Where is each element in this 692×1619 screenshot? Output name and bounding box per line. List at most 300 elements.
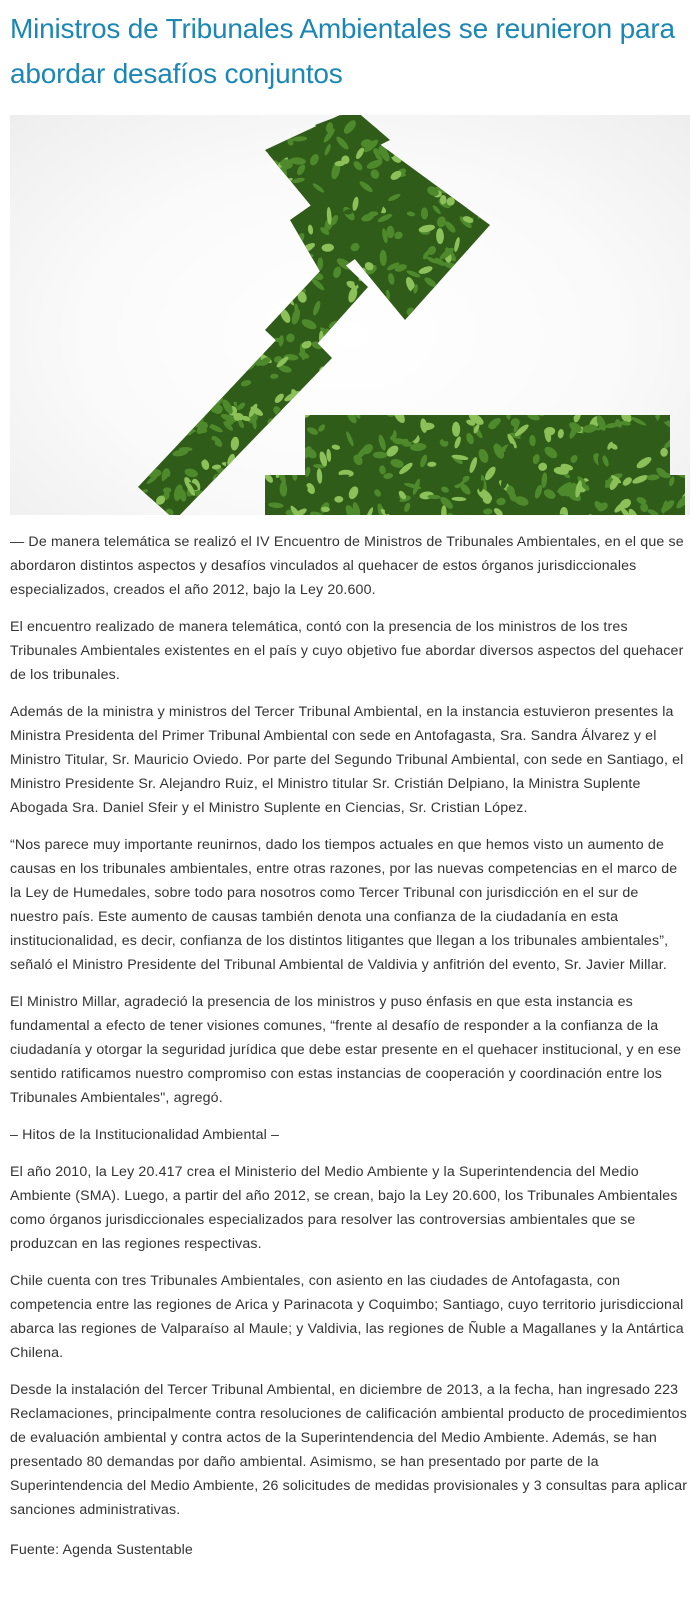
leaf: [142, 311, 154, 325]
leaf: [561, 354, 571, 365]
leaf: [652, 318, 665, 327]
leaf: [252, 288, 268, 304]
leaf: [477, 189, 487, 198]
leaf: [133, 262, 145, 269]
leaf: [122, 320, 140, 330]
leaf: [559, 394, 571, 404]
leaf: [131, 375, 139, 387]
leaf: [547, 201, 557, 213]
leaf: [210, 288, 220, 299]
leaf: [254, 159, 272, 177]
leaf: [170, 196, 185, 212]
leaf: [653, 151, 660, 161]
leaf: [249, 455, 261, 467]
leaf: [255, 193, 268, 206]
leaf: [544, 165, 560, 174]
leaf: [248, 210, 259, 222]
leaf: [633, 327, 645, 339]
leaf: [432, 161, 443, 175]
leaf: [311, 399, 320, 409]
leaf: [424, 397, 441, 410]
leaf: [234, 360, 244, 371]
leaf: [169, 346, 182, 359]
leaf: [526, 115, 538, 121]
leaf: [548, 132, 558, 143]
leaf: [190, 286, 205, 303]
leaf: [157, 250, 169, 263]
gavel-made-of-leaves-icon: [10, 115, 690, 515]
leaf: [463, 268, 473, 276]
leaf: [200, 248, 219, 259]
leaf: [497, 213, 506, 224]
leaf: [134, 190, 151, 197]
paragraph-tribunals: Chile cuenta con tres Tribunales Ambientales, con asiento en las ciudades de Antofagasta, con competencia entre las regiones de Arica y Parinacota y Coquimbo; Santiago, cuyo territorio jurisdiccional abarca las regiones de Valparaíso al Maule; y Valdivia, las regiones de Ñuble a Magallanes y la Antártica Chilena.: [10, 1273, 684, 1361]
leaf: [238, 478, 248, 486]
leaf: [232, 303, 243, 311]
leaf: [459, 271, 469, 288]
leaf: [258, 276, 274, 293]
leaf: [670, 200, 681, 211]
leaf: [195, 304, 207, 315]
leaf: [462, 129, 479, 143]
leaf: [174, 116, 185, 128]
leaf: [592, 278, 608, 293]
leaf: [278, 115, 289, 119]
leaf: [179, 366, 195, 382]
leaf: [628, 271, 636, 285]
leaf: [588, 150, 595, 165]
leaf: [266, 431, 281, 443]
leaf: [600, 359, 612, 366]
leaf: [558, 189, 575, 207]
leaf: [555, 139, 572, 154]
leaf: [151, 276, 162, 291]
leaf: [243, 234, 259, 239]
leaf: [547, 289, 565, 303]
leaf: [582, 351, 595, 357]
leaf: [130, 369, 144, 387]
leaf: [127, 249, 135, 260]
leaf: [628, 242, 638, 251]
leaf: [441, 300, 452, 310]
leaf: [597, 123, 614, 136]
leaf: [211, 115, 227, 120]
leaf: [502, 229, 517, 247]
leaf: [611, 185, 625, 196]
leaf: [396, 130, 408, 142]
leaf: [228, 164, 238, 179]
leaf: [188, 231, 204, 240]
leaf: [219, 295, 225, 311]
leaf: [119, 501, 125, 513]
leaf: [483, 351, 491, 366]
leaf: [157, 427, 169, 443]
leaf: [626, 151, 632, 164]
leaf: [568, 404, 577, 417]
leaf: [552, 369, 565, 382]
leaf: [205, 268, 222, 275]
leaf: [518, 133, 537, 151]
leaf: [429, 314, 444, 321]
leaf: [191, 296, 204, 308]
leaf: [502, 143, 519, 160]
leaf: [230, 185, 238, 197]
leaf: [202, 383, 212, 396]
leaf: [234, 238, 247, 250]
leaf: [566, 399, 576, 411]
leaf: [586, 190, 598, 199]
leaf: [189, 132, 198, 146]
leaf: [180, 148, 196, 159]
leaf: [276, 459, 294, 472]
leaf: [513, 388, 528, 395]
leaf: [429, 361, 441, 370]
leaf: [620, 378, 630, 394]
leaf: [200, 321, 215, 337]
leaf: [151, 319, 160, 332]
leaf: [548, 120, 562, 132]
leaf: [631, 353, 642, 372]
leaf: [630, 322, 643, 330]
leaf: [516, 185, 529, 197]
leaf: [399, 371, 408, 378]
leaf: [456, 115, 469, 122]
leaf: [617, 358, 630, 372]
leaf: [262, 255, 274, 270]
leaf: [187, 171, 202, 184]
leaf: [128, 238, 140, 250]
leaf: [324, 362, 341, 374]
leaf: [168, 369, 180, 380]
leaf: [463, 250, 481, 264]
leaf: [208, 282, 218, 293]
leaf: [163, 434, 181, 445]
leaf: [138, 118, 147, 128]
leaf: [246, 143, 257, 152]
leaf: [148, 364, 163, 377]
leaf: [328, 393, 340, 404]
leaf: [613, 160, 631, 172]
leaf: [459, 278, 471, 289]
leaf: [217, 285, 232, 298]
leaf: [390, 115, 401, 125]
leaf: [592, 215, 603, 221]
leaf: [207, 362, 222, 370]
leaf: [677, 115, 690, 125]
leaf: [416, 138, 429, 156]
leaf: [505, 163, 523, 177]
leaf: [568, 250, 581, 260]
leaf: [676, 356, 687, 372]
leaf: [562, 221, 574, 237]
leaf: [645, 150, 663, 165]
leaf: [522, 318, 538, 336]
leaf: [642, 118, 658, 129]
leaf: [636, 179, 643, 189]
leaf: [371, 289, 382, 300]
leaf: [606, 301, 612, 317]
leaf: [653, 177, 660, 190]
leaf: [573, 402, 583, 413]
leaf: [179, 346, 194, 364]
leaf: [535, 221, 547, 240]
leaf: [668, 348, 684, 365]
leaf: [149, 252, 165, 267]
leaf: [620, 179, 628, 197]
leaf: [174, 195, 190, 204]
leaf: [115, 511, 130, 515]
leaf: [513, 267, 520, 282]
leaf: [580, 270, 593, 286]
leaf: [600, 359, 612, 371]
leaf: [151, 241, 164, 248]
leaf: [479, 156, 495, 169]
leaf: [124, 185, 136, 195]
leaf: [464, 378, 474, 386]
leaf: [206, 390, 220, 400]
leaf: [217, 169, 223, 178]
leaf: [153, 291, 168, 302]
leaf: [652, 235, 669, 244]
leaf: [566, 128, 579, 139]
leaf: [188, 314, 200, 324]
leaf: [592, 126, 601, 142]
leaf: [373, 384, 384, 394]
leaf: [606, 356, 619, 369]
leaf: [430, 308, 441, 320]
leaf: [189, 241, 198, 255]
leaf: [164, 193, 172, 206]
leaf: [215, 497, 232, 510]
leaf: [501, 332, 510, 339]
leaf: [394, 369, 407, 377]
leaf: [284, 274, 294, 285]
leaf: [182, 182, 195, 196]
leaf: [256, 338, 272, 347]
leaf: [334, 390, 346, 401]
leaf: [286, 115, 302, 121]
leaf: [625, 125, 634, 135]
leaf: [218, 121, 230, 137]
leaf: [131, 360, 142, 370]
leaf: [645, 264, 655, 282]
leaf: [475, 119, 484, 129]
leaf: [272, 254, 284, 265]
leaf: [277, 176, 294, 188]
leaf: [476, 374, 485, 383]
leaf: [137, 380, 152, 392]
leaf: [584, 131, 596, 141]
leaf: [224, 375, 232, 387]
leaf: [167, 418, 185, 428]
leaf: [194, 308, 203, 320]
leaf: [611, 297, 622, 308]
leaf: [200, 235, 217, 248]
section-heading-hitos: – Hitos de la Institucionalidad Ambiental –: [10, 1127, 280, 1143]
leaf: [257, 217, 265, 234]
leaf: [249, 193, 262, 211]
leaf: [607, 220, 616, 231]
leaf: [250, 115, 261, 130]
leaf: [228, 223, 242, 237]
leaf: [598, 242, 616, 259]
leaf: [381, 328, 388, 337]
leaf: [418, 369, 434, 387]
leaf: [434, 320, 447, 333]
leaf: [248, 313, 265, 332]
leaf: [543, 237, 557, 252]
article-body: [10, 530, 690, 1562]
leaf: [424, 379, 435, 393]
paragraph-quote: “Nos parece muy importante reunirnos, dado los tiempos actuales en que hemos visto un aumento de causas en los tribunales ambientales, entre otras razones, por las nuevas competencias en el marco de la Ley de Humedales, sobre todo para nosotros como Tercer Tribunal con jurisdicción en el sur de nuestro país. Este aumento de causas también denota una confianza de la ciudadanía en esta institucionalidad, es decir, confianza de los distintos litigantes que llegan a los tribunales ambientales”, señaló el Ministro Presidente del Tribunal Ambiental de Valdivia y anfitrión del evento, Sr. Javier Millar.: [10, 837, 678, 973]
leaf: [410, 137, 420, 155]
leaf: [214, 185, 227, 201]
leaf: [125, 139, 136, 150]
leaf: [243, 339, 261, 353]
leaf-texture-base: [10, 115, 690, 515]
leaf: [180, 244, 189, 255]
leaf: [618, 332, 629, 343]
leaf: [129, 195, 142, 209]
leaf: [492, 293, 504, 303]
leaf: [155, 200, 166, 212]
leaf: [231, 140, 250, 154]
leaf: [640, 333, 655, 344]
leaf: [646, 353, 654, 368]
leaf: [471, 155, 483, 170]
leaf: [494, 183, 507, 192]
leaf: [460, 387, 472, 398]
leaf: [666, 171, 675, 181]
leaf: [220, 330, 229, 339]
leaf: [230, 169, 245, 176]
leaf: [535, 194, 549, 202]
leaf: [354, 372, 368, 386]
leaf: [230, 317, 247, 324]
leaf: [681, 349, 690, 361]
leaf: [196, 367, 214, 382]
leaf: [214, 327, 223, 332]
leaf: [591, 332, 600, 345]
leaf: [565, 248, 572, 266]
leaf: [211, 115, 220, 124]
leaf: [635, 274, 643, 287]
leaf: [578, 248, 584, 262]
leaf: [183, 363, 196, 376]
leaf: [260, 468, 273, 474]
leaf: [413, 373, 421, 391]
leaf: [631, 390, 641, 408]
leaf: [673, 115, 690, 121]
leaf: [522, 362, 533, 370]
leaf: [342, 379, 352, 396]
leaf: [683, 201, 690, 209]
leaf: [270, 290, 280, 306]
leaf: [167, 255, 175, 265]
leaf: [120, 458, 125, 471]
leaf: [251, 454, 268, 469]
leaf: [580, 340, 597, 354]
leaf: [298, 270, 305, 286]
leaf: [142, 259, 157, 274]
leaf: [300, 399, 313, 413]
leaf: [653, 324, 665, 341]
leaf: [662, 321, 672, 331]
leaf: [557, 187, 565, 202]
leaf: [154, 252, 166, 262]
leaf: [506, 353, 518, 365]
leaf: [524, 157, 534, 169]
leaf: [215, 174, 224, 189]
leaf: [334, 496, 343, 503]
leaf: [215, 246, 231, 257]
leaf: [481, 192, 496, 210]
leaf: [679, 230, 690, 246]
leaf: [659, 241, 671, 255]
leaf: [288, 424, 301, 434]
leaf: [573, 163, 586, 175]
leaf: [150, 134, 162, 148]
leaf: [554, 362, 568, 381]
leaf: [151, 157, 165, 169]
leaf: [121, 318, 135, 334]
leaf: [242, 343, 257, 350]
leaf: [555, 181, 567, 189]
leaf: [610, 124, 623, 140]
leaf: [656, 115, 668, 119]
leaf: [509, 150, 522, 160]
leaf: [483, 365, 495, 379]
leaf: [448, 337, 461, 350]
leaf: [245, 292, 257, 302]
leaf: [405, 397, 412, 408]
leaf: [293, 398, 298, 412]
leaf: [175, 367, 184, 375]
leaf: [509, 192, 520, 202]
leaf: [127, 449, 140, 462]
leaf: [568, 327, 578, 337]
paragraph-history: El año 2010, la Ley 20.417 crea el Ministerio del Medio Ambiente y la Superintendencia del Medio Ambiente (SMA). Luego, a partir del año 2012, se crean, bajo la Ley 20.600, los Tribunales Ambientales como órganos jurisdiccionales especializados para resolver las controversias ambientales que se produzcan en las regiones respectivas.: [10, 1164, 678, 1252]
leaf: [397, 386, 409, 396]
leaf: [126, 495, 141, 507]
leaf: [546, 399, 562, 413]
leaf: [242, 336, 254, 354]
leaf: [192, 246, 199, 261]
leaf: [592, 305, 601, 316]
leaf: [130, 207, 146, 215]
leaf: [449, 272, 465, 288]
leaf: [602, 274, 612, 283]
leaf: [662, 137, 670, 151]
leaf: [117, 300, 130, 308]
leaf: [182, 292, 188, 301]
leaf: [149, 278, 167, 297]
leaf: [413, 313, 429, 328]
leaf: [230, 284, 244, 293]
leaf: [147, 348, 153, 365]
leaf: [628, 318, 636, 331]
leaf: [170, 410, 182, 421]
paragraph-millar: El Ministro Millar, agradeció la presencia de los ministros y puso énfasis en que esta instancia es fundamental a efecto de tener visiones comunes, “frente al desafío de responder a la confianza de la ciudadanía y otorgar la seguridad jurídica que debe estar presente en el quehacer institucional, y en ese sentido ratificamos nuestro compromiso con estas instancias de cooperación y coordinación entre los Tribunales Ambientales", agregó.: [10, 994, 682, 1106]
leaf: [201, 122, 212, 136]
leaf: [213, 115, 224, 121]
leaf: [262, 115, 276, 132]
leaf: [439, 331, 452, 349]
leaf: [517, 291, 527, 307]
leaf: [526, 369, 543, 382]
leaf: [219, 337, 236, 350]
leaf: [646, 199, 663, 210]
